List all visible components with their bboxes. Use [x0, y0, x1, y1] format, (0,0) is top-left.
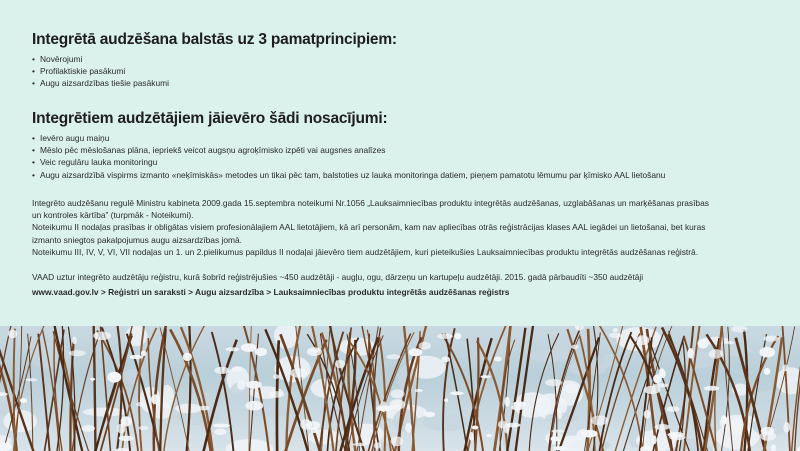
- snowy-reeds-photo: [0, 326, 800, 451]
- regulation-paragraph: [32, 197, 777, 258]
- registry-text: VAAD uztur integrēto audzētāju reģistru, kurā šobrīd reģistrējušies ~450 audzētāji - augļu, ogu, dārzeņu un kartupeļu audzētāji. 2015. gadā pārbaudīti ~350 audzētāji: [32, 272, 644, 282]
- list-item: • Augu aizsardzības tiešie pasākumi: [32, 77, 169, 89]
- list-item: • Ievēro augu maiņu: [32, 132, 665, 144]
- list-item: • Veic regulāru lauka monitoringu: [32, 156, 665, 168]
- regulation-line: izmanto sniegtos pakalpojumus augu aizsardzības jomā.: [32, 234, 242, 245]
- regulation-line: Integrēto audzēšanu regulē Ministru kabineta 2009.gada 15.septembra noteikumi Nr.1056 „Lauksaimniecības produktu integrētās audzēšanas, uzglabāšanas un marķēšanas prasības: [32, 198, 709, 208]
- list-item: • Augu aizsardzībā vispirms izmanto «neķīmiskās» metodes un tikai pēc tam, balstoties uz lauka monitoringa datiem, pieņem pamatotu lēmumu par ķīmisko AAL lietošanu: [32, 169, 665, 181]
- list-item: • Profilaktiskie pasākumi: [32, 65, 169, 77]
- registry-link[interactable]: www.vaad.gov.lv > Reģistri un saraksti > Augu aizsardzība > Lauksaimniecības produktu integrētās audzēšanas reģistrs: [32, 287, 510, 297]
- regulation-line: Noteikumu III, IV, V, VI, VII nodaļas un 1. un 2.pielikumus papildus II nodaļai jāievēro tiem audzētājiem, kuri pieteikušies Lauksaimniecības produktu integrētās audzēšanas reģistrā.: [32, 246, 699, 257]
- list-item: • Mēslo pēc mēslošanas plāna, iepriekš veicot augsņu agroķīmisko izpēti vai augsnes analīzes: [32, 144, 665, 156]
- regulation-line: un kontroles kārtība” (turpmāk - Noteikumi).: [32, 210, 194, 221]
- section1-heading: Integrētā audzēšana balstās uz 3 pamatprincipiem:: [32, 31, 397, 48]
- list-item: • Novērojumi: [32, 53, 169, 65]
- section2-heading: Integrētiem audzētājiem jāievēro šādi nosacījumi:: [32, 110, 388, 127]
- snowy-reeds-image: [0, 326, 800, 451]
- conditions-list: [32, 132, 665, 181]
- regulation-line: Noteikumu II nodaļas prasības ir obligātas visiem profesionālajiem AAL lietotājiem, kā arī personām, kam nav apliecības otrās reģistrācijas klases AAL iegādei un lietošanai, bet kuras: [32, 222, 706, 233]
- principles-list: [32, 53, 169, 90]
